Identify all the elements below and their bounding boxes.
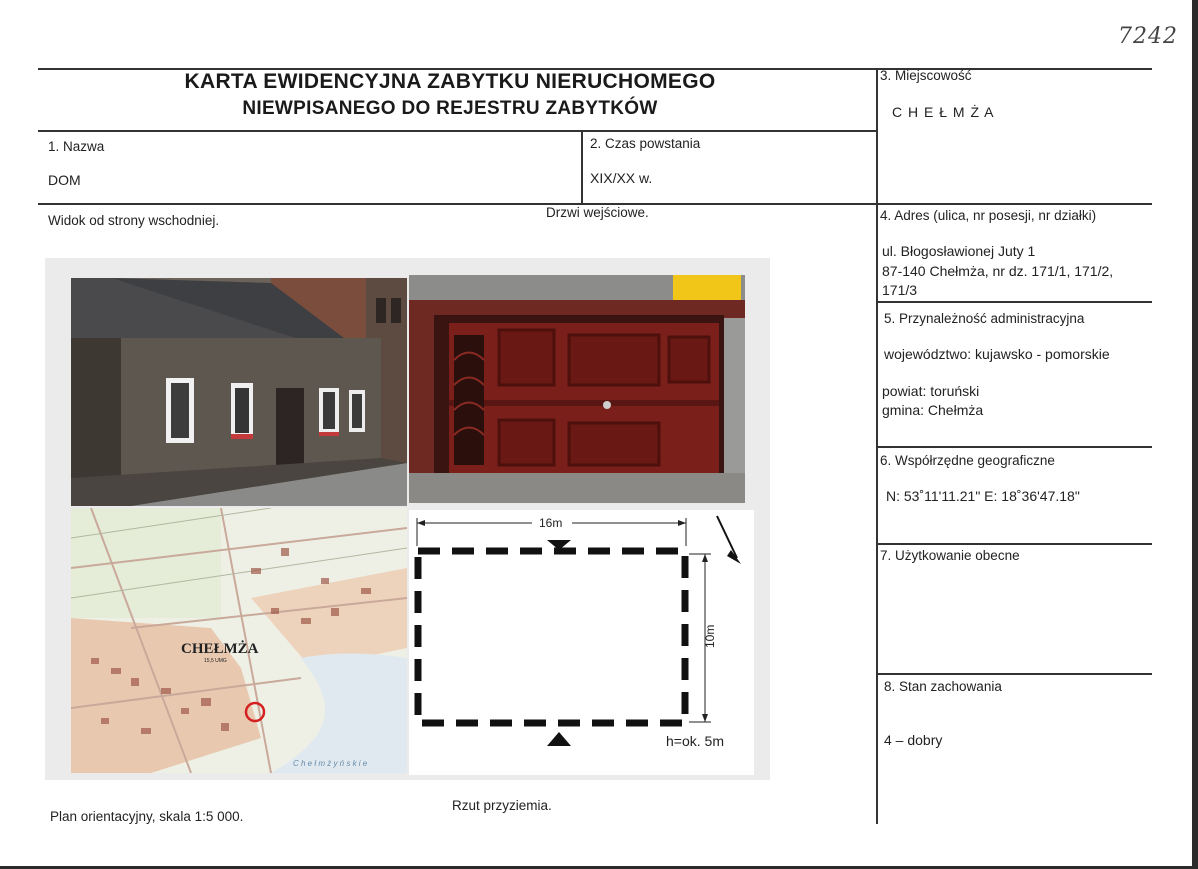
- miejscowosc-value: C H E Ł M Ż A: [892, 104, 995, 120]
- name-date-divider: [581, 130, 583, 204]
- adres-line1: ul. Błogosławionej Juty 1: [882, 243, 1036, 259]
- caption-east-view: Widok od strony wschodniej.: [48, 213, 220, 228]
- stan-value: 4 – dobry: [884, 732, 943, 748]
- map-town-label: CHEŁMŻA: [181, 641, 259, 657]
- caption-door: Drzwi wejściowe.: [546, 205, 649, 220]
- rule-under-coords: [876, 543, 1152, 545]
- przynaleznosc-label: 5. Przynależność administracyjna: [884, 311, 1085, 326]
- rule-under-usage: [876, 673, 1152, 675]
- adres-label: 4. Adres (ulica, nr posesji, nr działki): [880, 208, 1097, 223]
- map-lake-label: C h e ł m ż y ń s k i e: [293, 759, 368, 768]
- card-title-line1: KARTA EWIDENCYJNA ZABYTKU NIERUCHOMEGO: [184, 70, 716, 93]
- wspolrzedne-label: 6. Współrzędne geograficzne: [880, 453, 1055, 468]
- card-title-line2: NIEWPISANEGO DO REJESTRU ZABYTKÓW: [242, 98, 658, 119]
- adres-line3: 171/3: [882, 282, 918, 298]
- miejscowosc-label: 3. Miejscowość: [880, 68, 972, 83]
- map-elevation-label: 15,5 UMG: [204, 658, 227, 664]
- rule-under-title: [38, 130, 876, 132]
- caption-floor-plan: Rzut przyziemia.: [452, 798, 552, 813]
- floor-plan-drawing: [409, 510, 754, 775]
- nazwa-value: DOM: [48, 172, 81, 188]
- adres-line2: 87-140 Chełmża, nr dz. 171/1, 171/2,: [882, 263, 1114, 279]
- rule-under-admin: [876, 446, 1152, 448]
- czas-label: 2. Czas powstania: [590, 136, 701, 151]
- nazwa-label: 1. Nazwa: [48, 139, 105, 154]
- entrance-door-photo: [409, 275, 745, 503]
- gmina-value: gmina: Chełmża: [882, 402, 984, 418]
- wspolrzedne-value: N: 53˚11'11.21" E: 18˚36'47.18": [886, 488, 1080, 504]
- caption-location-plan: Plan orientacyjny, skala 1:5 000.: [50, 809, 244, 824]
- stan-label: 8. Stan zachowania: [884, 679, 1002, 694]
- catalog-number: 7242: [1118, 24, 1178, 49]
- scan-edge: [1192, 0, 1198, 869]
- czas-value: XIX/XX w.: [590, 170, 653, 186]
- powiat-value: powiat: toruński: [882, 383, 980, 399]
- rule-under-address: [876, 301, 1152, 303]
- plan-depth-label: 10m: [703, 624, 717, 648]
- wojewodztwo-value: województwo: kujawsko - pomorskie: [884, 346, 1110, 362]
- plan-width-label: 16m: [539, 516, 563, 530]
- location-map: [71, 508, 407, 773]
- uzytkowanie-label: 7. Użytkowanie obecne: [880, 548, 1020, 563]
- plan-height-label: h=ok. 5m: [666, 733, 724, 749]
- house-east-view-photo: [71, 278, 407, 506]
